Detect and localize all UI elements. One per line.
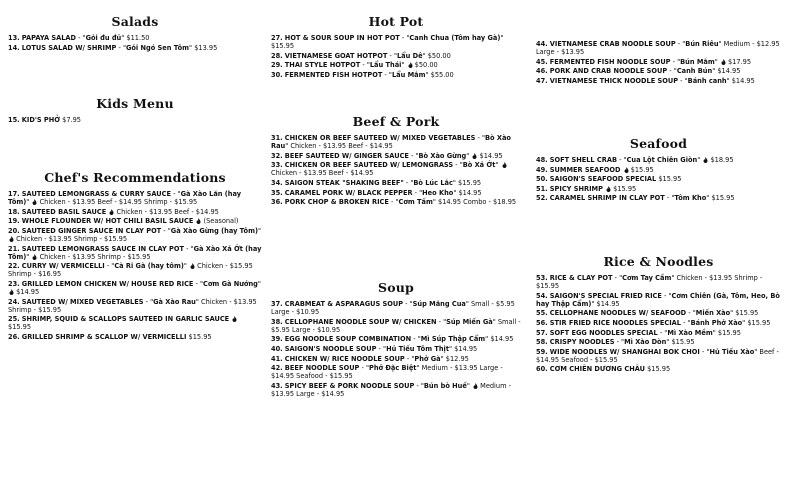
menu-section	[536, 136, 781, 204]
menu-item: 20. SAUTEED GINGER SAUCE IN CLAY POT - "Gà Xào Gừng (hay Tôm)" Chicken - $13.95 Shrimp - $15.95	[8, 226, 262, 243]
menu-item: 31. CHICKEN OR BEEF SAUTEED W/ MIXED VEGETABLES - "Bò Xào Rau" Chicken - $13.95 Beef - $14.95	[271, 134, 511, 151]
spicy-flame-icon	[9, 236, 14, 242]
menu-item: 33. CHICKEN OR BEEF SAUTEED W/ LEMONGRASS - "Bò Xả Ớt" Chicken - $13.95 Beef - $14.95	[271, 161, 521, 177]
item-price: Chicken - $13.95 Beef - $14.95	[116, 207, 219, 216]
section-title: Rice & Noodles	[603, 254, 714, 269]
item-name: VIETNAMESE CRAB NOODLE SOUP	[549, 40, 676, 48]
item-name: STIR FRIED RICE NOODLES SPECIAL	[549, 318, 681, 327]
item-name: SAUTEED LEMONGRASS SAUCE IN CLAY POT	[21, 244, 184, 253]
item-vietnamese-name: Lẩu Thái	[369, 61, 402, 70]
item-vietnamese-name: Cơm Gà Nướng	[203, 279, 258, 288]
menu-item: 24. SAUTEED W/ MIXED VEGETABLES - "Gà Xào Rau" Chicken - $13.95 Shrimp - $15.95	[8, 297, 257, 314]
spicy-flame-icon	[721, 59, 726, 65]
item-vietnamese-name: Canh Chua (Tôm hay Gà)	[409, 34, 501, 42]
menu-item: 38. CELLOPHANE NOODLE SOUP W/ CHICKEN - "Súp Miến Gà" Small - $5.95 Large - $10.95	[271, 317, 521, 334]
menu-item: 56. STIR FRIED RICE NOODLES SPECIAL - "Bánh Phở Xào" $15.95	[536, 318, 771, 327]
item-vietnamese-name: Gà Xào Gừng (hay Tôm)	[170, 226, 258, 235]
item-number: 56.	[536, 318, 548, 327]
item-number: 31.	[271, 134, 283, 142]
item-name: PORK AND CRAB NOODLE SOUP	[549, 67, 668, 76]
item-vietnamese-name: Hủ Tiếu Tôm Thịt	[386, 344, 449, 353]
item-name: CURRY W/ VERMICELLI	[21, 262, 105, 271]
item-vietnamese-name: Súp Măng Cua	[412, 300, 466, 308]
item-number: 42.	[271, 364, 283, 373]
item-price: $15.95	[613, 184, 637, 193]
spicy-flame-icon	[190, 263, 195, 269]
item-name: SUMMER SEAFOOD	[549, 165, 621, 174]
item-price: Medium - $13.95 Large - $14.95	[271, 381, 511, 398]
spicy-flame-icon	[196, 218, 201, 224]
item-name: KID'S PHỞ	[21, 116, 61, 124]
item-name: FERMENTED FISH HOTPOT	[284, 70, 383, 79]
menu-item: 55. CELLOPHANE NOODLES W/ SEAFOOD - "Miến Xào" $15.95	[536, 309, 759, 318]
menu-item: 46. PORK AND CRAB NOODLE SOUP - "Canh Bún" $14.95	[536, 67, 741, 76]
item-price: $15.95	[458, 178, 482, 187]
item-name: WIDE NOODLES W/ SHANGHAI BOK CHOI	[549, 347, 700, 356]
item-vietnamese-name: Bò Xào Rau	[271, 134, 511, 151]
item-number: 47.	[536, 76, 548, 85]
item-price: $14.95	[16, 288, 40, 297]
item-vietnamese-name: Cơm Chiên (Gà, Tôm, Heo, Bò hay Thập Cẩm)	[536, 291, 780, 308]
item-number: 23.	[8, 279, 20, 288]
item-number: 27.	[271, 34, 283, 42]
item-number: 33.	[271, 161, 283, 170]
item-price: $15.95	[747, 318, 771, 327]
menu-item: 47. VIETNAMESE THICK NOODLE SOUP - "Bánh canh" $14.95	[536, 76, 755, 85]
menu-item: 30. FERMENTED FISH HOTPOT - "Lẩu Mắm" $55.00	[271, 70, 454, 79]
item-price: $14.95	[731, 76, 755, 85]
menu-column-left	[8, 0, 262, 477]
menu-item	[536, 185, 781, 193]
item-vietnamese-name: Miến Xào	[695, 309, 731, 318]
item-name: SAUTEED LEMONGRASS & CURRY SAUCE	[21, 190, 172, 198]
menu-item: 21. SAUTEED LEMONGRASS SAUCE IN CLAY POT - "Gà Xào Xả Ớt (hay Tôm)" Chicken - $13.95 Shrimp - $15.95	[8, 244, 262, 261]
item-name: GRILLED LEMON CHICKEN W/ HOUSE RED RICE	[21, 279, 194, 288]
item-name: CARAMEL SHRIMP IN CLAY POT	[549, 194, 665, 203]
item-vietnamese-name: Súp Miến Gà	[446, 317, 493, 326]
menu-item	[536, 175, 781, 183]
menu-item: 34. SAIGON STEAK "SHAKING BEEF" - "Bò Lúc Lắc" $15.95	[271, 178, 482, 187]
item-number: 58.	[536, 338, 548, 347]
item-name: SOFT EGG NOODLES SPECIAL	[549, 328, 658, 337]
item-vietnamese-name: Bún Mắm	[680, 57, 715, 66]
item-name: CELLOPHANE NOODLE SOUP W/ CHICKEN	[284, 317, 437, 326]
item-number: 21.	[8, 244, 20, 253]
item-name: SPICY BEEF & PORK NOODLE SOUP	[284, 381, 415, 390]
section-title: Seafood	[629, 136, 688, 151]
item-number: 26.	[8, 333, 20, 341]
item-vietnamese-name: Heo Kho	[422, 188, 454, 197]
menu-item: 35. CARAMEL PORK W/ BLACK PEPPER - "Heo Kho" $14.95	[271, 188, 482, 197]
item-price: $15.95	[630, 165, 654, 174]
item-price: Chicken - $13.95 Shrimp - $15.95	[536, 274, 763, 291]
item-vietnamese-name: Bò Xào Gừng	[418, 151, 467, 160]
item-name: SAUTEED GINGER SAUCE IN CLAY POT	[21, 226, 162, 235]
item-number: 55.	[536, 309, 548, 318]
spicy-flame-icon	[408, 62, 413, 68]
menu-item	[8, 116, 262, 124]
item-vietnamese-name: Phở Đặc Biệt	[369, 364, 417, 373]
item-number: 24.	[8, 297, 20, 306]
menu-item: 54. SAIGON'S SPECIAL FRIED RICE - "Cơm Chiên (Gà, Tôm, Heo, Bò hay Thập Cẩm)" $14.95	[536, 291, 780, 308]
item-number: 20.	[8, 226, 20, 235]
item-price: Chicken - $13.95 Shrimp - $15.95	[8, 297, 257, 314]
item-name: SOFT SHELL CRAB	[549, 156, 617, 164]
menu-section	[8, 96, 262, 126]
item-price: Beef - $14.95 Seafood - $15.95	[536, 347, 779, 364]
item-price: $14.95	[458, 188, 482, 197]
item-price: $15.95	[647, 365, 671, 374]
item-price: $14.95	[717, 67, 741, 76]
menu-column-middle	[271, 0, 521, 477]
item-name: CHICKEN OR BEEF SAUTEED W/ LEMONGRASS	[284, 161, 454, 170]
item-number: 57.	[536, 328, 548, 337]
item-price: $15.95	[271, 42, 295, 51]
item-price: Small - $5.95 Large - $10.95	[271, 317, 521, 334]
menu-item: 53. RICE & CLAY POT - "Cơm Tay Cầm" Chicken - $13.95 Shrimp - $15.95	[536, 274, 763, 291]
menu-item: 39. EGG NOODLE SOUP COMBINATION - "Mì Súp Thập Cẩm" $14.95	[271, 335, 514, 344]
item-price: $15.95	[658, 175, 682, 184]
menu-item: 41. CHICKEN W/ RICE NOODLE SOUP - "Phở Gà" $12.95	[271, 354, 469, 363]
menu-section	[536, 40, 781, 86]
item-price: $15.95	[188, 333, 212, 341]
item-price: Medium - $13.95 Large - $14.95 Seafood - $15.95	[271, 364, 503, 381]
spicy-flame-icon	[472, 153, 477, 159]
menu-item: 45. FERMENTED FISH NOODLE SOUP - "Bún Mắm" $17.95	[536, 57, 752, 66]
item-name: PORK CHOP & BROKEN RICE	[284, 198, 389, 207]
item-number: 54.	[536, 291, 548, 300]
item-name: SAIGON'S NOODLE SOUP	[284, 344, 377, 353]
spicy-flame-icon	[703, 157, 708, 163]
item-name: THAI STYLE HOTPOT	[284, 61, 361, 70]
item-number: 43.	[271, 381, 283, 390]
item-price: $15.95	[8, 323, 32, 332]
spicy-flame-icon	[232, 316, 237, 322]
menu-item	[536, 365, 781, 373]
item-price: Chicken - $13.95 Beef - $14.95	[271, 169, 374, 178]
item-name: VIETNAMESE GOAT HOTPOT	[284, 51, 388, 60]
item-name: SAUTEED BASIL SAUCE	[21, 207, 107, 216]
item-price: Chicken - $13.95 Beef - $14.95 Shrimp - $15.95	[39, 198, 198, 207]
item-price: (Seasonal)	[203, 217, 239, 226]
item-price: Chicken - $13.95 Shrimp - $15.95	[39, 252, 151, 261]
item-name: SAIGON'S SPECIAL FRIED RICE	[549, 291, 662, 300]
item-number: 39.	[271, 335, 283, 344]
item-number: 18.	[8, 207, 20, 216]
item-vietnamese-name: Bò Lúc Lắc	[413, 178, 453, 187]
item-name: PAPAYA SALAD	[21, 34, 76, 42]
item-number: 46.	[536, 67, 548, 76]
section-title: Kids Menu	[96, 96, 174, 111]
item-name: EGG NOODLE SOUP COMBINATION	[284, 335, 412, 344]
item-vietnamese-name: Gỏi đu đủ	[85, 34, 122, 42]
item-vietnamese-name: Lẩu Dê	[396, 51, 423, 60]
menu-item: 36. PORK CHOP & BROKEN RICE - "Cơm Tấm" $14.95 Combo - $18.95	[271, 198, 517, 207]
item-price: $11.50	[126, 34, 150, 42]
item-name: CHICKEN OR BEEF SAUTEED W/ MIXED VEGETABLES	[284, 134, 476, 142]
item-vietnamese-name: Mì Xào Dòn	[624, 338, 667, 347]
spicy-flame-icon	[9, 289, 14, 295]
menu-item: 40. SAIGON'S NOODLE SOUP - "Hủ Tiếu Tôm Thịt" $14.95	[271, 344, 478, 353]
item-number: 37.	[271, 300, 283, 308]
item-name: HOT & SOUR SOUP IN HOT POT	[284, 34, 400, 42]
menu-column-right	[536, 0, 781, 477]
item-name: CƠM CHIÊN DƯƠNG CHÂU	[549, 365, 645, 374]
item-price: $7.95	[62, 116, 82, 124]
item-name: CELLOPHANE NOODLES W/ SEAFOOD	[549, 309, 687, 318]
menu-item: 58. CRISPY NOODLES - "Mì Xào Dòn" $15.95	[536, 338, 695, 347]
item-vietnamese-name: Cua Lột Chiên Giòn	[626, 156, 698, 164]
menu-item: 57. SOFT EGG NOODLES SPECIAL - "Mì Xào Mềm" $15.95	[536, 328, 741, 337]
item-name: BEEF SAUTEED W/ GINGER SAUCE	[284, 151, 409, 160]
item-price: $15.95	[717, 328, 741, 337]
item-vietnamese-name: Cơm Tay Cầm	[622, 274, 672, 282]
menu-item: 27. HOT & SOUR SOUP IN HOT POT - "Canh Chua (Tôm hay Gà)" $15.95	[271, 34, 504, 51]
spicy-flame-icon	[32, 254, 37, 260]
item-vietnamese-name: Gà Xào Xả Ớt (hay Tôm)	[8, 244, 262, 261]
item-vietnamese-name: Canh Bún	[676, 67, 713, 76]
item-price: $12.95	[445, 354, 469, 363]
menu-section	[271, 280, 521, 400]
menu-section	[271, 14, 521, 80]
menu-item: 32. BEEF SAUTEED W/ GINGER SAUCE - "Bò Xào Gừng" $14.95	[271, 151, 503, 160]
item-number: 60.	[536, 365, 548, 374]
item-name: WHOLE FLOUNDER W/ HOT CHILI BASIL SAUCE	[21, 217, 194, 226]
item-price: $14.95	[596, 299, 620, 308]
spicy-flame-icon	[473, 383, 478, 389]
item-price: Chicken - $13.95 Shrimp - $15.95	[16, 234, 128, 243]
item-vietnamese-name: Bò Xả Ớt	[462, 161, 496, 170]
item-price: $14.95	[479, 151, 503, 160]
item-number: 51.	[536, 184, 548, 193]
item-vietnamese-name: Bún Riêu	[685, 40, 719, 48]
item-number: 38.	[271, 317, 283, 326]
item-vietnamese-name: Mì Xào Mềm	[667, 328, 713, 337]
item-price: $50.00	[414, 61, 438, 70]
menu-item: 48. SOFT SHELL CRAB - "Cua Lột Chiên Giòn" $18.95	[536, 156, 734, 164]
item-vietnamese-name: Gà Xào Lăn (hay Tôm)	[8, 190, 242, 207]
item-vietnamese-name: Mì Súp Thập Cẩm	[420, 335, 486, 344]
item-name: CRISPY NOODLES	[549, 338, 615, 347]
item-number: 34.	[271, 178, 283, 187]
item-vietnamese-name: Hủ Tiếu Xào	[709, 347, 755, 356]
item-price: $13.95	[194, 43, 218, 52]
item-number: 50.	[536, 175, 548, 184]
item-name: FERMENTED FISH NOODLE SOUP	[549, 57, 671, 66]
spicy-flame-icon	[32, 199, 37, 205]
spicy-flame-icon	[109, 209, 114, 215]
section-title: Chef's Recommendations	[44, 170, 226, 185]
item-number: 32.	[271, 151, 283, 160]
spicy-flame-icon	[624, 167, 629, 173]
item-price: Chicken - $15.95 Shrimp - $16.95	[8, 262, 253, 279]
menu-item	[8, 315, 262, 331]
item-vietnamese-name: Lẩu Mắm	[391, 70, 426, 79]
item-name: SAIGON STEAK "SHAKING BEEF"	[284, 178, 404, 187]
item-name: CHICKEN W/ RICE NOODLE SOUP	[284, 354, 405, 363]
menu-item: 43. SPICY BEEF & PORK NOODLE SOUP - "Bún bò Huế" Medium - $13.95 Large - $14.95	[271, 381, 511, 398]
item-name: CRABMEAT & ASPARAGUS SOUP	[284, 300, 404, 308]
item-number: 13.	[8, 34, 20, 42]
item-vietnamese-name: Gà Xào Rau	[153, 297, 196, 306]
menu-item	[8, 217, 262, 225]
item-number: 41.	[271, 354, 283, 363]
item-price: $14.95	[490, 335, 514, 344]
menu-item: 44. VIETNAMESE CRAB NOODLE SOUP - "Bún Riêu" Medium - $12.95 Large - $13.95	[536, 40, 780, 57]
item-number: 52.	[536, 194, 548, 203]
spicy-flame-icon	[502, 162, 507, 168]
menu-item	[8, 208, 262, 216]
item-price: $15.95	[671, 338, 695, 347]
item-name: BEEF NOODLE SOUP	[284, 364, 360, 373]
item-number: 14.	[8, 43, 20, 52]
menu-item: 23. GRILLED LEMON CHICKEN W/ HOUSE RED RICE - "Cơm Gà Nướng" $14.95	[8, 279, 261, 297]
item-number: 30.	[271, 70, 283, 79]
item-number: 19.	[8, 217, 20, 226]
item-number: 36.	[271, 198, 283, 207]
item-vietnamese-name: Bánh canh	[687, 76, 727, 85]
item-number: 22.	[8, 262, 20, 271]
item-vietnamese-name: Cơm Tấm	[398, 198, 433, 207]
item-name: SHRIMP, SQUID & SCALLOPS SAUTEED IN GARLIC SAUCE	[21, 315, 230, 324]
menu-item: 28. VIETNAMESE GOAT HOTPOT - "Lẩu Dê" $50.00	[271, 51, 451, 60]
item-name: SAIGON'S SEAFOOD SPECIAL	[549, 175, 657, 184]
item-vietnamese-name: Bún bò Huế	[423, 381, 467, 390]
item-price: Chicken - $13.95 Beef - $14.95	[290, 142, 393, 151]
menu-item: 17. SAUTEED LEMONGRASS & CURRY SAUCE - "Gà Xào Lăn (hay Tôm)" Chicken - $13.95 Beef - $14.95 Shrimp - $15.95	[8, 190, 242, 207]
item-number: 35.	[271, 188, 283, 197]
menu-section	[8, 170, 262, 343]
menu-section	[271, 114, 521, 208]
item-vietnamese-name: Tôm Kho	[674, 194, 707, 203]
item-number: 45.	[536, 57, 548, 66]
item-price: $14.95 Combo - $18.95	[438, 198, 517, 207]
item-number: 15.	[8, 116, 20, 124]
item-price: $15.95	[711, 194, 735, 203]
item-vietnamese-name: Cà Ri Gà (hay tôm)	[114, 262, 184, 271]
item-number: 53.	[536, 274, 548, 282]
item-number: 28.	[271, 51, 283, 60]
item-price: $55.00	[430, 70, 454, 79]
menu-section	[536, 254, 781, 375]
item-number: 49.	[536, 165, 548, 174]
item-price: $50.00	[427, 51, 451, 60]
item-price: Small - $5.95 Large - $10.95	[271, 300, 515, 317]
item-name: SAUTEED W/ MIXED VEGETABLES	[21, 297, 144, 306]
menu-item: 59. WIDE NOODLES W/ SHANGHAI BOK CHOI - "Hủ Tiếu Xào" Beef - $14.95 Seafood - $15.95	[536, 347, 779, 364]
section-title: Beef & Pork	[352, 114, 440, 129]
item-number: 59.	[536, 347, 548, 356]
menu-item: 29. THAI STYLE HOTPOT - "Lẩu Thái" $50.00	[271, 61, 438, 70]
menu-item: 37. CRABMEAT & ASPARAGUS SOUP - "Súp Măng Cua" Small - $5.95 Large - $10.95	[271, 300, 515, 317]
item-name: SPICY SHRIMP	[549, 184, 603, 193]
menu-item: 14. LOTUS SALAD W/ SHRIMP - "Gỏi Ngó Sen Tôm" $13.95	[8, 43, 218, 52]
item-name: GRILLED SHRIMP & SCALLOP W/ VERMICELLI	[21, 333, 187, 341]
menu-item: 22. CURRY W/ VERMICELLI - "Cà Ri Gà (hay tôm)" Chicken - $15.95 Shrimp - $16.95	[8, 262, 253, 279]
item-number: 48.	[536, 156, 548, 164]
item-name: CARAMEL PORK W/ BLACK PEPPER	[284, 188, 413, 197]
item-number: 29.	[271, 61, 283, 70]
menu-item	[536, 166, 781, 174]
item-number: 17.	[8, 190, 20, 198]
item-vietnamese-name: Gỏi Ngó Sen Tôm	[125, 43, 190, 52]
item-name: VIETNAMESE THICK NOODLE SOUP	[549, 76, 679, 85]
section-title: Salads	[111, 14, 159, 29]
item-name: LOTUS SALAD W/ SHRIMP	[21, 43, 117, 52]
item-number: 40.	[271, 344, 283, 353]
spicy-flame-icon	[606, 186, 611, 192]
item-name: RICE & CLAY POT	[549, 274, 613, 282]
item-price: $17.95	[727, 57, 752, 66]
menu-item: 52. CARAMEL SHRIMP IN CLAY POT - "Tôm Kho" $15.95	[536, 194, 735, 203]
item-price: $14.95	[454, 344, 478, 353]
section-title: Soup	[378, 280, 414, 295]
item-price: Medium - $12.95 Large - $13.95	[536, 40, 780, 57]
item-number: 25.	[8, 315, 20, 324]
menu-item: 42. BEEF NOODLE SOUP - "Phở Đặc Biệt" Medium - $13.95 Large - $14.95 Seafood - $15.95	[271, 364, 503, 381]
item-number: 44.	[536, 40, 548, 48]
menu-section	[8, 14, 262, 53]
menu-item	[8, 333, 262, 341]
item-price: $15.95	[735, 309, 759, 318]
item-price: $18.95	[710, 156, 734, 164]
section-title: Hot Pot	[368, 14, 424, 29]
item-vietnamese-name: Bánh Phở Xào	[690, 318, 743, 327]
menu-item: 13. PAPAYA SALAD - "Gỏi đu đủ" $11.50	[8, 34, 150, 42]
item-vietnamese-name: Phở Gà	[414, 354, 441, 363]
